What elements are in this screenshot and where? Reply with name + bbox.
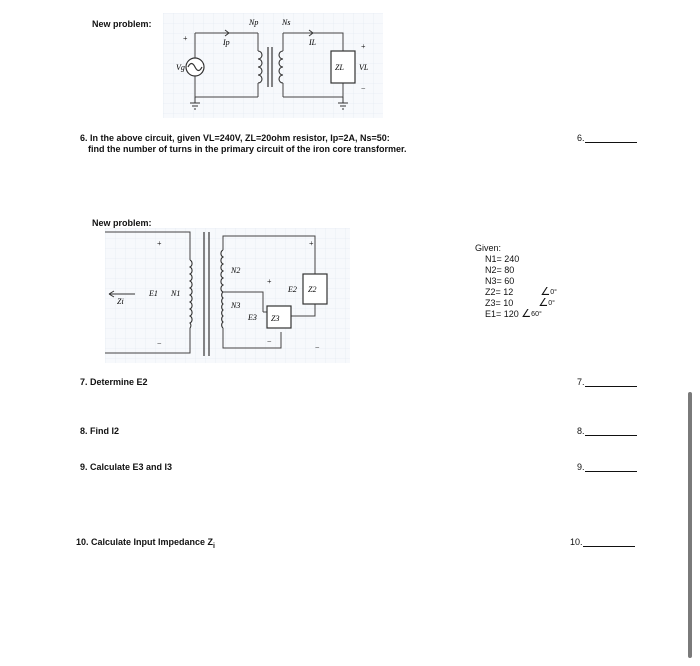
given-n1: N1= 240 <box>485 254 520 264</box>
answer-9: 9. <box>577 462 637 472</box>
svg-text:−: − <box>267 337 272 346</box>
svg-text:−: − <box>157 339 162 348</box>
svg-text:+: + <box>183 34 188 43</box>
question-9: 9. Calculate E3 and I3 <box>80 462 173 472</box>
question-10: 10. Calculate Input Impedance $Z_i$ <box>76 537 215 550</box>
given-n2: N2= 80 <box>485 265 515 275</box>
answer-6: 6. <box>577 133 637 143</box>
given-values: Given: N1= 240 N2= 80 N3= 60 Z2= 12 ∠$^{0^\circ}$ Z3= 10 ∠$^{0^\circ}$ E1= 120 ∠$^{60^\circ}$ <box>475 243 557 320</box>
svg-text:−: − <box>361 84 366 93</box>
angle-symbol-icon: ∠ <box>540 286 551 298</box>
problem1-heading: New problem: <box>92 19 152 29</box>
svg-text:N1: N1 <box>171 289 181 298</box>
svg-text:+: + <box>157 239 162 248</box>
transformer-circuit-diagram <box>163 13 383 118</box>
three-winding-transformer-diagram <box>105 228 350 363</box>
svg-text:E1: E1 <box>149 289 158 298</box>
answer-blank-10[interactable] <box>583 546 635 547</box>
svg-text:Vg: Vg <box>176 63 185 72</box>
svg-text:VL: VL <box>359 63 369 72</box>
given-e1: E1= 120 ∠$^{60^\circ}$ <box>485 308 542 320</box>
svg-text:Ip: Ip <box>223 38 230 47</box>
svg-text:E3: E3 <box>248 313 257 322</box>
svg-text:Z2: Z2 <box>308 285 317 294</box>
svg-text:+: + <box>309 239 314 248</box>
svg-text:Np: Np <box>249 18 259 27</box>
problem2-heading: New problem: <box>92 218 152 228</box>
question-8: 8. Find I2 <box>80 426 120 436</box>
svg-text:Z3: Z3 <box>271 314 280 323</box>
svg-text:ZL: ZL <box>335 63 344 72</box>
svg-text:−: − <box>315 343 320 352</box>
answer-blank-6[interactable] <box>585 142 637 143</box>
answer-blank-8[interactable] <box>585 435 637 436</box>
svg-text:IL: IL <box>309 38 317 47</box>
svg-text:+: + <box>361 42 366 51</box>
given-n3: N3= 60 <box>485 276 515 286</box>
angle-symbol-icon: ∠ <box>538 297 549 309</box>
answer-10: 10. <box>570 537 635 547</box>
svg-text:N2: N2 <box>231 266 241 275</box>
question-7: 7. Determine E2 <box>80 377 148 387</box>
vertical-scrollbar[interactable] <box>688 392 692 658</box>
answer-blank-7[interactable] <box>585 386 637 387</box>
svg-text:Ns: Ns <box>282 18 291 27</box>
svg-text:Zi: Zi <box>117 297 124 306</box>
angle-symbol-icon: ∠ <box>521 308 532 320</box>
svg-text:+: + <box>267 277 272 286</box>
question-6: 6. In the above circuit, given VL=240V, ZL=20ohm resistor, Ip=2A, Ns=50: find the number of turns in the primary circuit of the iron core transformer. <box>80 133 407 154</box>
given-z3: Z3= 10 ∠$^{0^\circ}$ <box>485 297 555 309</box>
svg-text:N3: N3 <box>231 301 241 310</box>
answer-7: 7. <box>577 377 637 387</box>
given-z2: Z2= 12 ∠$^{0^\circ}$ <box>485 286 557 298</box>
answer-blank-9[interactable] <box>585 471 637 472</box>
svg-text:E2: E2 <box>288 285 297 294</box>
answer-8: 8. <box>577 426 637 436</box>
